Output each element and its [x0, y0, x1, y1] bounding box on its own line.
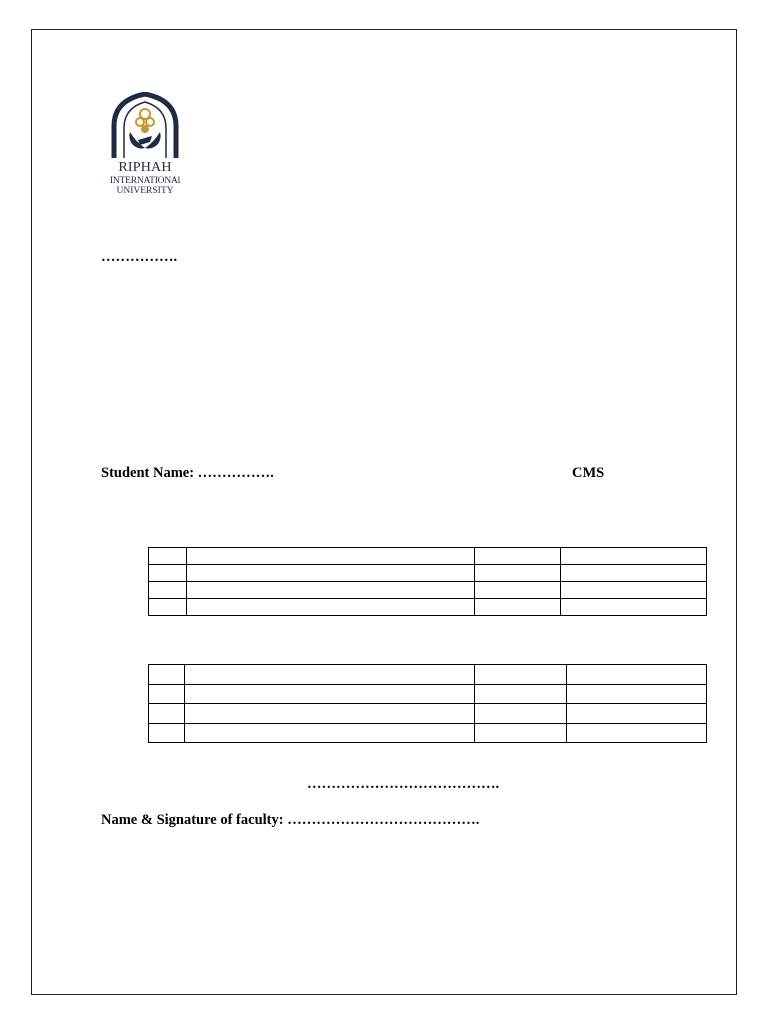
- faculty-signature-value: ………………………………….: [287, 812, 480, 828]
- table-row: [149, 582, 707, 599]
- cms-label: CMS: [572, 465, 605, 481]
- table-cell: [185, 723, 475, 743]
- table-cell: [561, 599, 707, 616]
- table-cell: [149, 684, 185, 704]
- table-cell: [567, 704, 707, 724]
- table-cell: [187, 548, 475, 565]
- logo-subtitle-line2: UNIVERSITY: [116, 186, 174, 196]
- table-1-body: [149, 548, 707, 616]
- faculty-signature-row: [101, 812, 479, 829]
- table-1: [148, 547, 707, 616]
- table-cell: [149, 582, 187, 599]
- logo-subtitle-line1: INTERNATIONAl: [109, 176, 181, 186]
- table-cell: [561, 548, 707, 565]
- table-cell: [475, 548, 561, 565]
- table-cell: [567, 665, 707, 685]
- table-row: [149, 665, 707, 685]
- table-cell: [149, 704, 185, 724]
- table-row: [149, 704, 707, 724]
- center-signature-dots: ………………………………….: [307, 776, 500, 792]
- table-cell: [475, 704, 567, 724]
- table-row: [149, 599, 707, 616]
- table-cell: [567, 684, 707, 704]
- header-placeholder-dots: …………….: [101, 249, 178, 265]
- faculty-signature-label: Name & Signature of faculty:: [101, 812, 284, 828]
- table-row: [149, 723, 707, 743]
- table-cell: [149, 565, 187, 582]
- logo-emblem-icon: [102, 92, 188, 162]
- table-cell: [475, 565, 561, 582]
- table-2: [148, 664, 707, 743]
- table-cell: [185, 684, 475, 704]
- table-cell: [149, 548, 187, 565]
- table-cell: [149, 599, 187, 616]
- table-row: [149, 548, 707, 565]
- table-cell: [567, 723, 707, 743]
- table-cell: [475, 582, 561, 599]
- student-name-label: Student Name:: [101, 465, 195, 481]
- table-2-body: [149, 665, 707, 743]
- table-cell: [187, 582, 475, 599]
- table-cell: [475, 665, 567, 685]
- table-cell: [561, 582, 707, 599]
- table-cell: [475, 684, 567, 704]
- table-cell: [149, 665, 185, 685]
- student-name-value: …………….: [197, 465, 274, 481]
- university-logo: [102, 92, 188, 200]
- table-cell: [185, 665, 475, 685]
- student-name-row: [101, 465, 274, 482]
- table-cell: [149, 723, 185, 743]
- table-cell: [475, 599, 561, 616]
- table-cell: [475, 723, 567, 743]
- table-cell: [561, 565, 707, 582]
- table-cell: [187, 565, 475, 582]
- table-row: [149, 565, 707, 582]
- table-cell: [187, 599, 475, 616]
- table-cell: [185, 704, 475, 724]
- table-row: [149, 684, 707, 704]
- logo-wordmark: RIPHAH: [118, 160, 172, 175]
